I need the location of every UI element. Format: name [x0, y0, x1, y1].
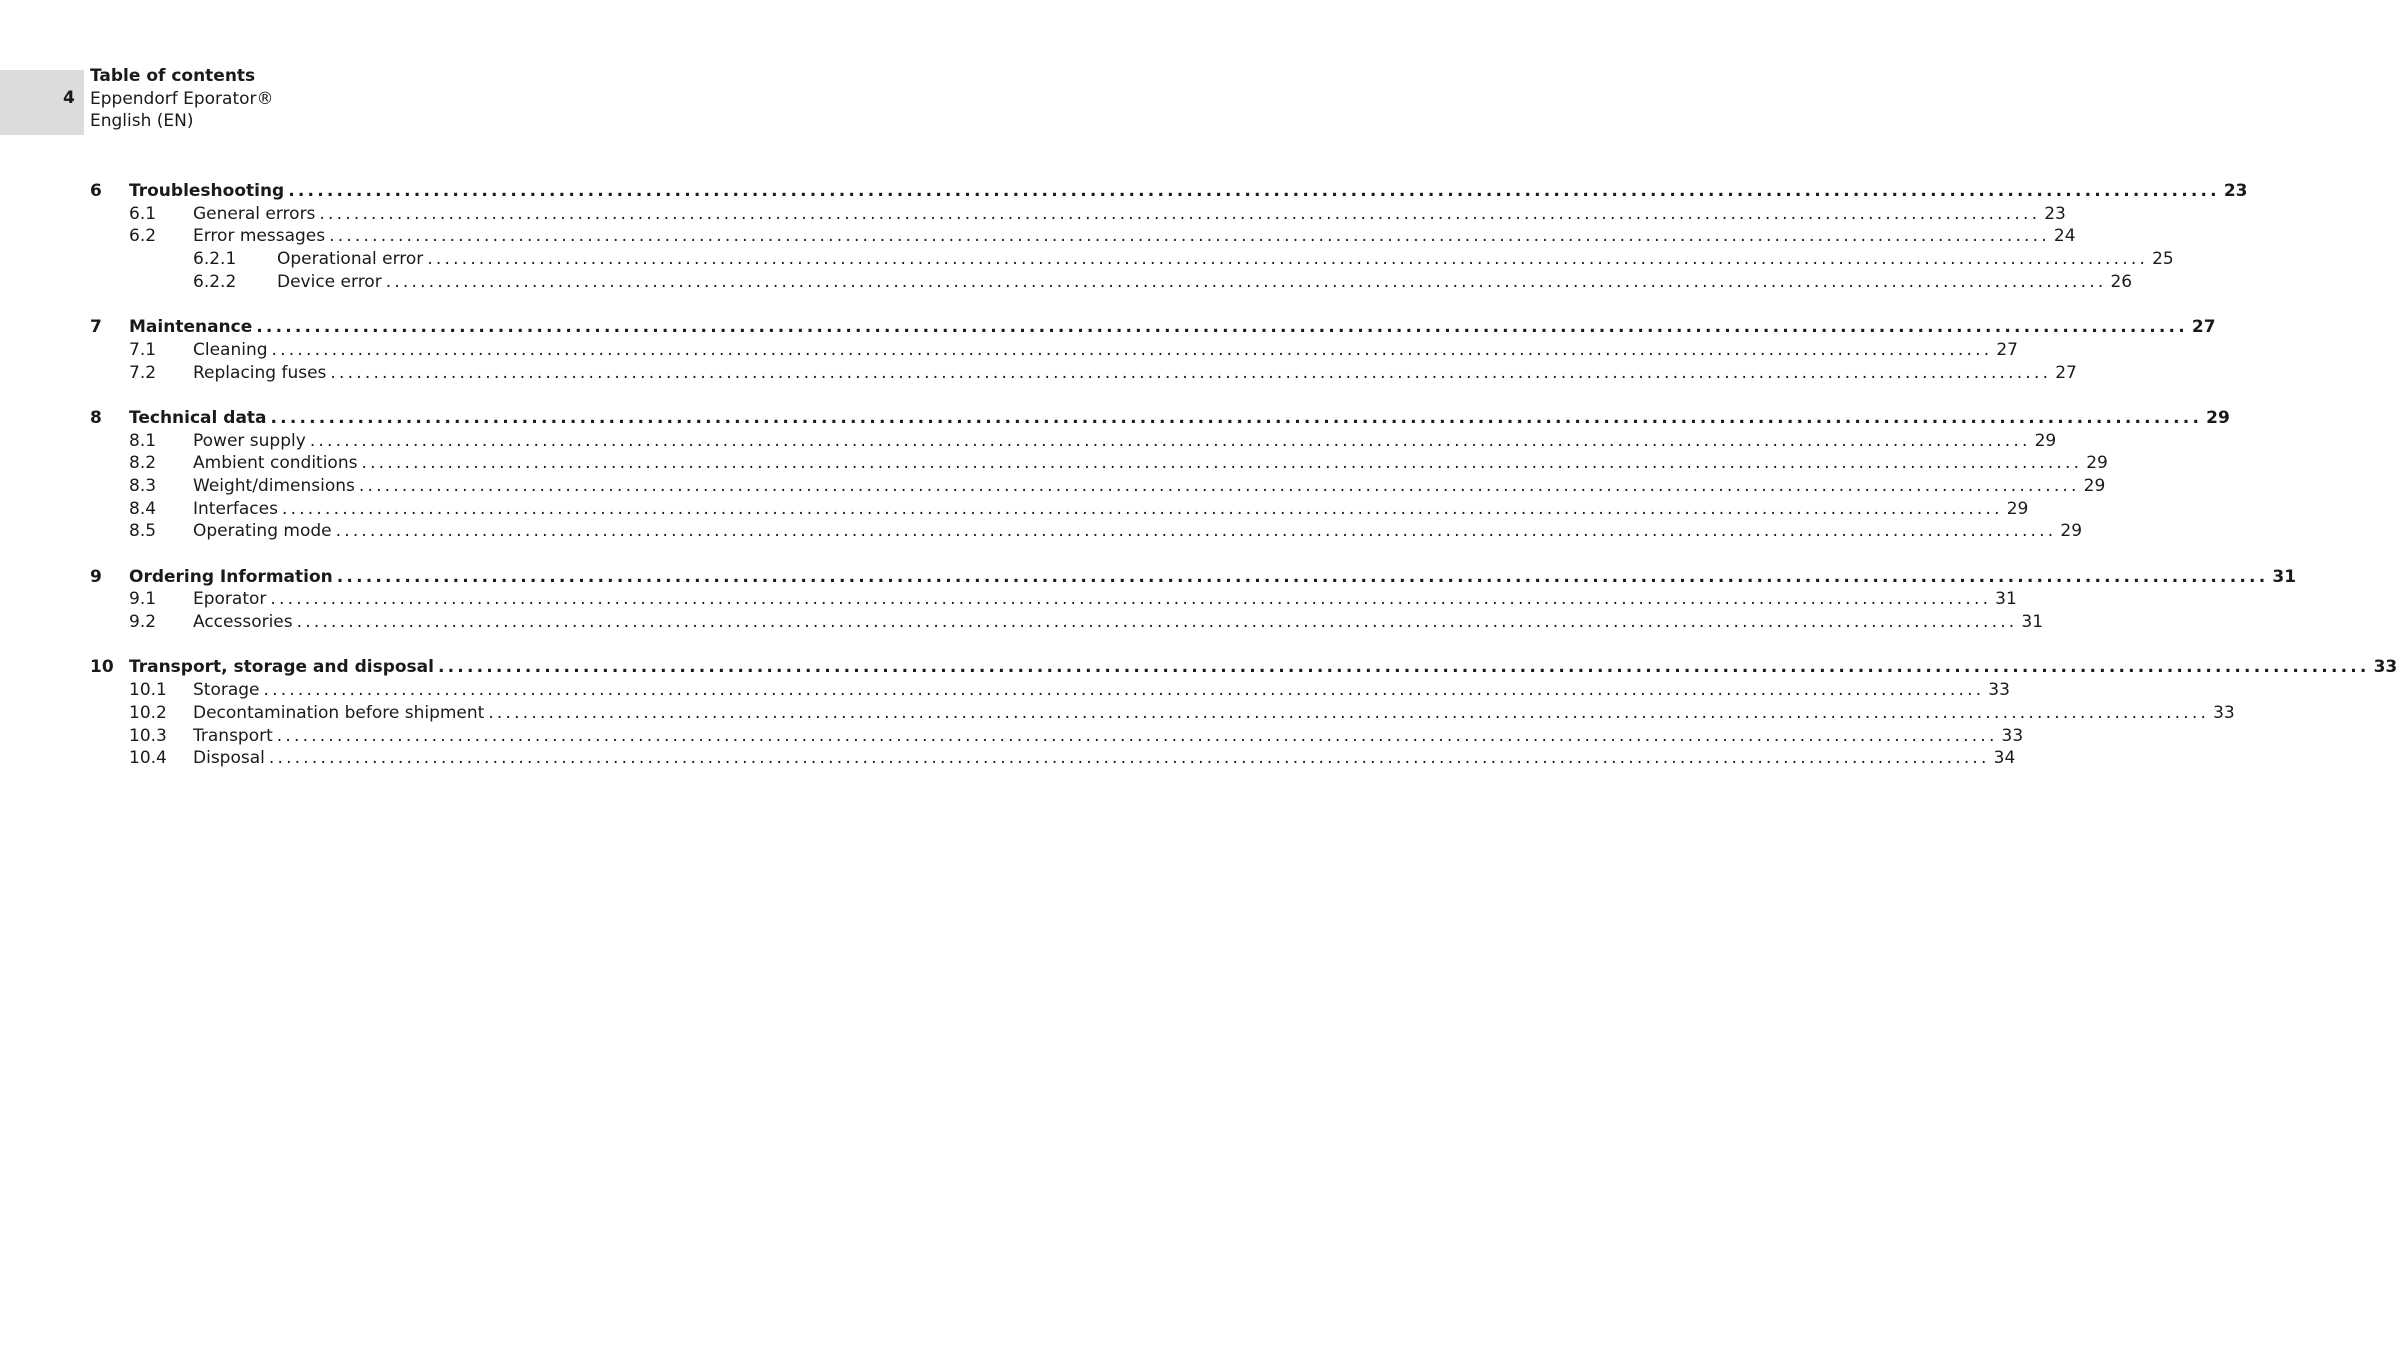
toc-entry-line [193, 203, 2066, 226]
toc-entry-label: Decontamination before shipment [193, 702, 488, 725]
toc-entry-level-2[interactable] [90, 725, 2024, 748]
toc-entry-line [129, 180, 2248, 203]
toc-entry-line [193, 702, 2235, 725]
toc-entry-number: 8 [90, 407, 102, 428]
toc-entry-level-2[interactable] [90, 475, 2106, 498]
toc-entry-number: 8.4 [129, 498, 157, 519]
toc-entry-line [193, 225, 2076, 248]
toc-entry-level-2[interactable] [90, 679, 2010, 702]
toc-dot-leader: ........................................................................................................................................................................................................ [288, 181, 2220, 201]
toc-entry-number: 6.1 [129, 203, 157, 224]
toc-dot-leader: ........................................................................................................................................................................................................ [268, 748, 1990, 769]
toc-entry-number: 7.1 [129, 339, 157, 360]
toc-entry-label: Transport [193, 725, 277, 748]
toc-entry-page: 33 [1984, 679, 2010, 702]
toc-entry-number: 6.2.1 [193, 249, 237, 270]
toc-entry-line [193, 747, 2016, 770]
toc-entry-number: 6.2.2 [193, 271, 237, 292]
toc-dot-leader: ........................................................................................................................................................................................................ [270, 589, 1992, 610]
toc-entry-line [193, 475, 2106, 498]
toc-entry-label: Accessories [193, 611, 297, 634]
toc-entry-number: 10.3 [129, 725, 167, 746]
toc-entry-label: Error messages [193, 225, 329, 248]
toc-entry-level-1[interactable] [90, 180, 2248, 203]
toc-dot-leader: ........................................................................................................................................................................................................ [427, 249, 2149, 270]
toc-entry-level-2[interactable] [90, 203, 2066, 226]
toc-entry-number: 10.2 [129, 702, 167, 723]
toc-entry-number: 8.2 [129, 453, 157, 474]
toc-dot-leader: ........................................................................................................................................................................................................ [276, 725, 1998, 746]
toc-entry-number: 9 [90, 566, 102, 587]
toc-dot-leader: ........................................................................................................................................................................................................ [488, 702, 2210, 723]
toc-entry-number: 6 [90, 181, 102, 201]
toc-dot-leader: ........................................................................................................................................................................................................ [296, 612, 2018, 633]
toc-entry-label: General errors [193, 203, 319, 226]
toc-entry-label: Operational error [277, 248, 427, 271]
toc-entry-line [193, 430, 2057, 453]
toc-entry-number: 6.2 [129, 226, 157, 247]
toc-entry-line [193, 725, 2024, 748]
toc-dot-leader: ........................................................................................................................................................................................................ [330, 362, 2052, 383]
toc-entry-label: Eporator [193, 588, 270, 611]
toc-entry-page: 29 [2082, 452, 2108, 475]
toc-entry-level-2[interactable] [90, 611, 2044, 634]
toc-entry-line [129, 316, 2216, 339]
toc-entry-level-2[interactable] [90, 588, 2017, 611]
toc-entry-label: Weight/dimensions [193, 475, 359, 498]
toc-entry-line [193, 611, 2044, 634]
toc-entry-page: 31 [2268, 566, 2296, 589]
toc-entry-label: Troubleshooting [129, 180, 288, 203]
toc-entry-page: 31 [2017, 611, 2043, 634]
toc-entry-level-1[interactable] [90, 407, 2230, 430]
toc-section [90, 316, 2216, 384]
toc-entry-page: 31 [1991, 588, 2017, 611]
toc-entry-line [193, 588, 2017, 611]
toc-entry-line [277, 271, 2133, 294]
toc-entry-number: 10.4 [129, 748, 167, 769]
toc-dot-leader: ........................................................................................................................................................................................................ [271, 339, 1993, 360]
toc-entry-number: 8.5 [129, 521, 157, 542]
toc-entry-line [129, 566, 2297, 589]
toc-entry-label: Transport, storage and disposal [129, 656, 438, 679]
toc-entry-page: 26 [2106, 271, 2132, 294]
toc-entry-line [193, 339, 2018, 362]
toc-entry-number: 10 [90, 657, 114, 678]
toc-entry-label: Maintenance [129, 316, 256, 339]
page-number: 4 [63, 88, 75, 108]
toc-entry-number: 10.1 [129, 680, 167, 701]
toc-entry-label: Interfaces [193, 498, 282, 521]
toc-entry-line [129, 407, 2230, 430]
toc-entry-line [193, 498, 2029, 521]
toc-dot-leader: ........................................................................................................................................................................................................ [437, 657, 2370, 678]
toc-entry-level-2[interactable] [90, 362, 2077, 385]
toc-dot-leader: ........................................................................................................................................................................................................ [336, 566, 2269, 587]
toc-entry-page: 23 [2220, 180, 2248, 203]
language-label: English (EN) [90, 111, 194, 131]
toc-dot-leader: ........................................................................................................................................................................................................ [361, 453, 2083, 474]
toc-entry-label: Storage [193, 679, 264, 702]
toc-entry-level-2[interactable] [90, 702, 2235, 725]
toc-entry-level-1[interactable] [90, 566, 2297, 589]
toc-entry-page: 33 [1998, 725, 2024, 748]
toc-entry-page: 27 [2188, 316, 2216, 339]
toc-entry-level-2[interactable] [90, 430, 2057, 453]
toc-entry-level-3[interactable] [90, 271, 2133, 294]
toc-entry-number: 8.3 [129, 475, 157, 496]
toc-dot-leader: ........................................................................................................................................................................................................ [270, 407, 2203, 428]
toc-entry-page: 33 [2209, 702, 2235, 725]
toc-entry-page: 27 [1992, 339, 2018, 362]
toc-entry-label: Disposal [193, 747, 269, 770]
toc-entry-level-2[interactable] [90, 339, 2018, 362]
toc-section [90, 407, 2230, 543]
toc-dot-leader: ........................................................................................................................................................................................................ [319, 203, 2041, 224]
toc-entry-number: 9.2 [129, 612, 157, 633]
toc-entry-level-3[interactable] [90, 248, 2174, 271]
toc-dot-leader: ........................................................................................................................................................................................................ [335, 521, 2057, 542]
toc-entry-level-2[interactable] [90, 225, 2076, 248]
toc-dot-leader: ........................................................................................................................................................................................................ [385, 271, 2107, 292]
toc-entry-page: 29 [2003, 498, 2029, 521]
page-title: Table of contents [90, 66, 256, 86]
toc-dot-leader: ........................................................................................................................................................................................................ [358, 475, 2080, 496]
toc-entry-label: Operating mode [193, 520, 336, 543]
toc-entry-level-2[interactable] [90, 452, 2108, 475]
toc-entry-level-2[interactable] [90, 520, 2083, 543]
toc-entry-level-1[interactable] [90, 316, 2216, 339]
toc-entry-label: Ambient conditions [193, 452, 361, 475]
toc-entry-label: Power supply [193, 430, 310, 453]
toc-entry-page: 29 [2031, 430, 2057, 453]
page-header [90, 65, 274, 133]
toc-entry-label: Device error [277, 271, 386, 294]
toc-dot-leader: ........................................................................................................................................................................................................ [329, 226, 2050, 247]
product-name: Eppendorf Eporator® [90, 88, 274, 109]
toc-section [90, 656, 2397, 769]
toc-entry-page: 25 [2148, 248, 2174, 271]
toc-dot-leader: ........................................................................................................................................................................................................ [263, 680, 1985, 701]
toc-entry-number: 8.1 [129, 430, 157, 451]
toc-entry-page: 29 [2056, 520, 2082, 543]
toc-entry-label: Cleaning [193, 339, 272, 362]
toc-entry-line [277, 248, 2174, 271]
toc-dot-leader: ........................................................................................................................................................................................................ [309, 430, 2031, 451]
toc-entry-level-1[interactable] [90, 656, 2397, 679]
toc-entry-page: 34 [1990, 747, 2016, 770]
toc-dot-leader: ........................................................................................................................................................................................................ [256, 317, 2188, 338]
toc-entry-level-2[interactable] [90, 498, 2029, 521]
toc-section [90, 180, 2248, 293]
toc-entry-line [193, 679, 2010, 702]
toc-entry-label: Replacing fuses [193, 362, 330, 385]
toc-entry-number: 7.2 [129, 362, 157, 383]
toc-entry-page: 29 [2080, 475, 2106, 498]
toc-entry-page: 33 [2370, 656, 2397, 679]
toc-entry-page: 27 [2051, 362, 2077, 385]
toc-entry-page: 24 [2050, 225, 2076, 248]
toc-entry-page: 29 [2202, 407, 2230, 430]
toc-entry-label: Ordering Information [129, 566, 337, 589]
toc-entry-line [193, 520, 2083, 543]
toc-entry-label: Technical data [129, 407, 271, 430]
toc-entry-page: 23 [2040, 203, 2066, 226]
toc-entry-number: 7 [90, 317, 102, 338]
toc-section [90, 566, 2297, 634]
toc-dot-leader: ........................................................................................................................................................................................................ [281, 498, 2003, 519]
toc-entry-number: 9.1 [129, 589, 157, 610]
toc-entry-line [193, 452, 2108, 475]
toc-entry-level-2[interactable] [90, 747, 2016, 770]
toc-entry-line [193, 362, 2077, 385]
toc-entry-line [129, 656, 2397, 679]
table-of-contents [90, 180, 2397, 793]
